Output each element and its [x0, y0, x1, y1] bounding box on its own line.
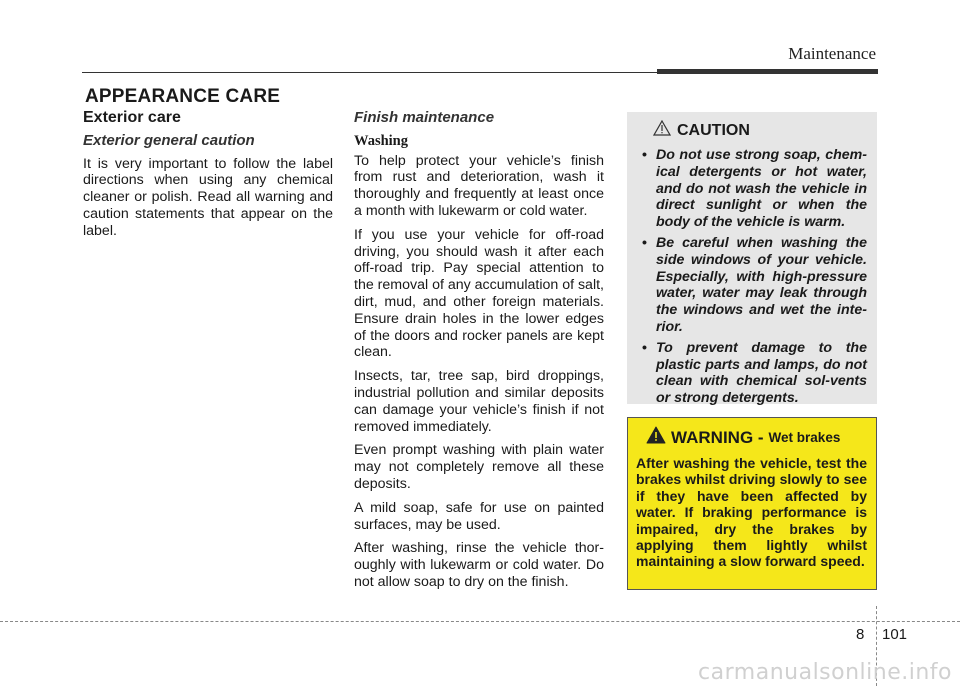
- washing-heading: Washing: [354, 132, 408, 149]
- washing-paragraph: Insects, tar, tree sap, bird droppings, industrial pollution and similar deposits can damage your vehicle’s finish if not removed immediately.: [354, 368, 604, 435]
- page-title: APPEARANCE CARE: [85, 86, 281, 107]
- caution-header: [653, 120, 867, 141]
- caution-list: [635, 147, 867, 407]
- column-exterior-care: [83, 110, 333, 247]
- caution-box: [627, 112, 877, 407]
- warning-label: WARNING -: [671, 427, 764, 447]
- warning-box: [627, 417, 877, 590]
- caution-item: • Do not use strong soap, chem-ical detergents or hot water, and do not wash the vehicle in direct sunlight or when the body of the vehicle is warm.: [635, 147, 867, 231]
- exterior-caution-paragraph: It is very important to follow the label directions when using any chemical cleaner or polish. Read all warning and caution statements that appear on the label.: [83, 155, 333, 239]
- exterior-general-caution-heading: Exterior general caution: [83, 131, 255, 149]
- warning-sublabel: Wet brakes: [768, 430, 841, 445]
- washing-paragraph: Even prompt washing with plain water may not completely remove all these deposits.: [354, 442, 604, 492]
- page-number: 101: [882, 626, 908, 643]
- caution-item: • Be careful when washing the side windows of your vehicle. Especially, with high-pressure water, water may leak through the windows and wet the inte-rior.: [635, 235, 867, 336]
- washing-paragraph: If you use your vehicle for off-road driving, you should wash it after each off-road trip. Pay special attention to the removal of any accumulation of salt, dirt, mud, and other foreign materials. Ensure drain holes in the lower edges of the doors and rocker panels are kept clean.: [354, 226, 604, 361]
- warning-triangle-outline-icon: [653, 120, 671, 141]
- warning-text: After washing the vehicle, test the brakes whilst driving slowly to see if they have been affected by water. If braking performance is impaired, dry the brakes by applying them lightly whilst maintaining a slow forward speed.: [636, 455, 867, 570]
- washing-paragraph: A mild soap, safe for use on painted surfaces, may be used.: [354, 499, 604, 533]
- warning-header: [646, 426, 867, 449]
- header-rule-thin: [82, 72, 702, 73]
- washing-paragraph: After washing, rinse the vehicle thor-oughly with lukewarm or cold water. Do not allow soap to dry on the finish.: [354, 540, 604, 590]
- watermark: carmanualsonline.info: [698, 660, 952, 685]
- exterior-care-heading: Exterior care: [83, 109, 181, 126]
- column-finish-maintenance: [354, 110, 604, 598]
- washing-paragraph: To help protect your vehicle’s finish from rust and deterioration, wash it thoroughly and frequently at least once a month with lukewarm or cold water.: [354, 152, 604, 219]
- footer-rule: [0, 621, 960, 622]
- caution-item: • To prevent damage to the plastic parts and lamps, do not clean with chemical sol-vents or strong detergents.: [635, 340, 867, 407]
- header-section-title: Maintenance: [788, 44, 876, 63]
- page-chapter: 8: [856, 626, 865, 643]
- caution-label: CAUTION: [677, 121, 750, 139]
- warning-triangle-filled-icon: [646, 426, 666, 449]
- header-rule-thick: [657, 69, 878, 74]
- finish-maintenance-heading: Finish maintenance: [354, 109, 495, 126]
